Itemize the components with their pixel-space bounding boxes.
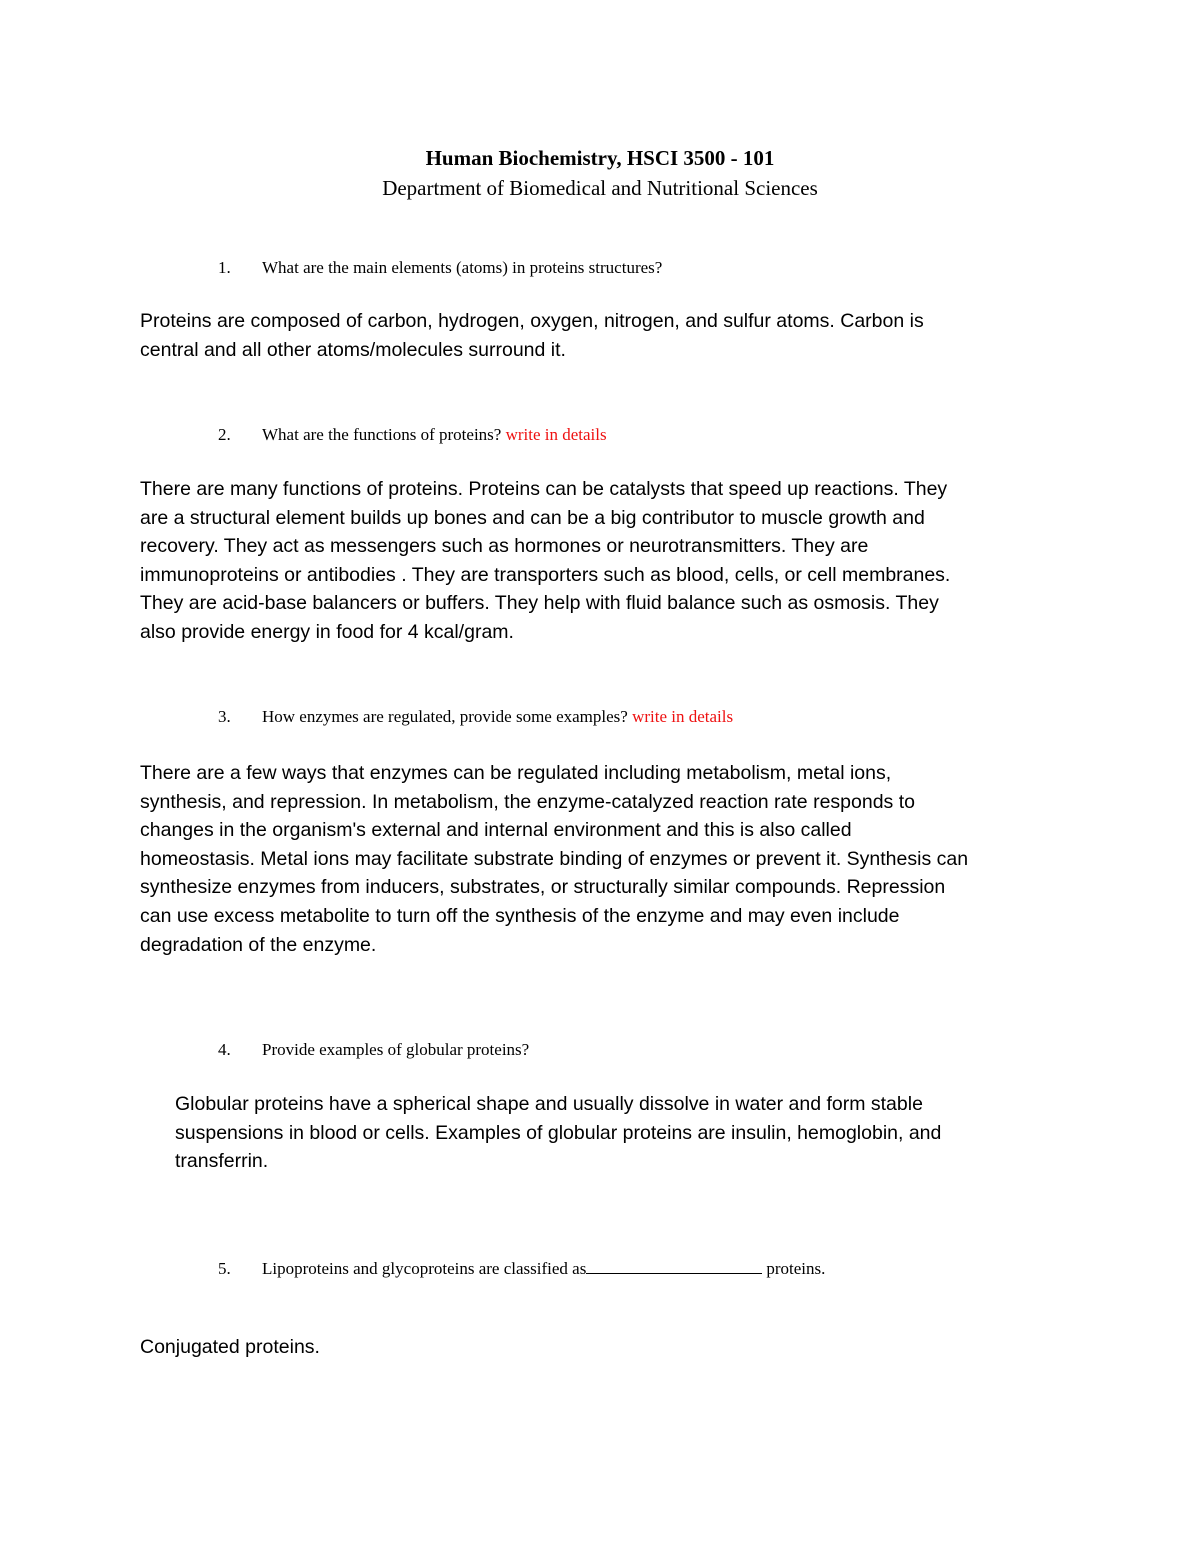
question-5 — [218, 1257, 1118, 1281]
question-number: 4. — [218, 1040, 231, 1059]
answer-4 — [175, 1090, 1115, 1176]
answer-line: There are many functions of proteins. Proteins can be catalysts that speed up reactions. They — [140, 478, 948, 500]
question-2 — [218, 423, 1118, 447]
answer-line: can use excess metabolite to turn off the synthesis of the enzyme and may even include — [140, 904, 900, 927]
answer-line: immunoproteins or antibodies . They are transporters such as blood, cells, or cell membranes. — [140, 563, 951, 586]
question-text: What are the functions of proteins? — [262, 425, 506, 444]
question-number: 5. — [218, 1259, 231, 1278]
question-3 — [218, 705, 1118, 729]
question-number: 3. — [218, 707, 231, 726]
question-text-end: proteins. — [766, 1259, 826, 1278]
question-number: 2. — [218, 425, 231, 444]
answer-line: Proteins are composed of carbon, hydrogen, oxygen, nitrogen, and sulfur atoms. Carbon is — [140, 310, 924, 332]
answer-3 — [140, 759, 1080, 959]
answer-line: homeostasis. Metal ions may facilitate substrate binding of enzymes or prevent it. Synthesis can — [140, 847, 969, 870]
answer-line: synthesis, and repression. In metabolism, the enzyme-catalyzed reaction rate responds to — [140, 790, 915, 813]
answer-line: changes in the organism's external and internal environment and this is also called — [140, 819, 852, 842]
document-subtitle: Department of Biomedical and Nutritional Sciences — [382, 176, 818, 200]
question-text: How enzymes are regulated, provide some examples? — [262, 707, 633, 726]
fill-in-blank — [586, 1257, 762, 1274]
answer-line: There are a few ways that enzymes can be regulated including metabolism, metal ions, — [140, 762, 892, 784]
question-text: Lipoproteins and glycoproteins are classified as — [262, 1259, 587, 1278]
answer-2 — [140, 475, 1080, 647]
answer-line: suspensions in blood or cells. Examples of globular proteins are insulin, hemoglobin, and — [175, 1121, 942, 1144]
question-4 — [218, 1038, 1118, 1062]
answer-line: They are acid-base balancers or buffers. They help with fluid balance such as osmosis. They — [140, 592, 939, 615]
instruction-note: write in details — [505, 425, 607, 444]
instruction-note: write in details — [632, 707, 734, 726]
answer-line: degradation of the enzyme. — [140, 933, 377, 956]
answer-5 — [140, 1333, 1080, 1362]
answer-line: synthesize enzymes from inducers, substrates, or structurally similar compounds. Repression — [140, 876, 946, 899]
question-1 — [218, 256, 1118, 280]
question-text: What are the main elements (atoms) in proteins structures? — [262, 258, 663, 277]
answer-line: Conjugated proteins. — [140, 1336, 320, 1358]
answer-line: also provide energy in food for 4 kcal/gram. — [140, 620, 514, 643]
question-text: Provide examples of globular proteins? — [262, 1040, 530, 1059]
answer-1 — [140, 307, 1080, 364]
answer-line: are a structural element builds up bones and can be a big contributor to muscle growth and — [140, 506, 925, 529]
answer-line: transferrin. — [175, 1150, 269, 1173]
answer-line: recovery. They act as messengers such as hormones or neurotransmitters. They are — [140, 535, 869, 558]
answer-line: central and all other atoms/molecules surround it. — [140, 338, 566, 361]
document-title: Human Biochemistry, HSCI 3500 - 101 — [425, 146, 775, 170]
answer-line: Globular proteins have a spherical shape and usually dissolve in water and form stable — [175, 1093, 923, 1115]
question-number: 1. — [218, 258, 231, 277]
